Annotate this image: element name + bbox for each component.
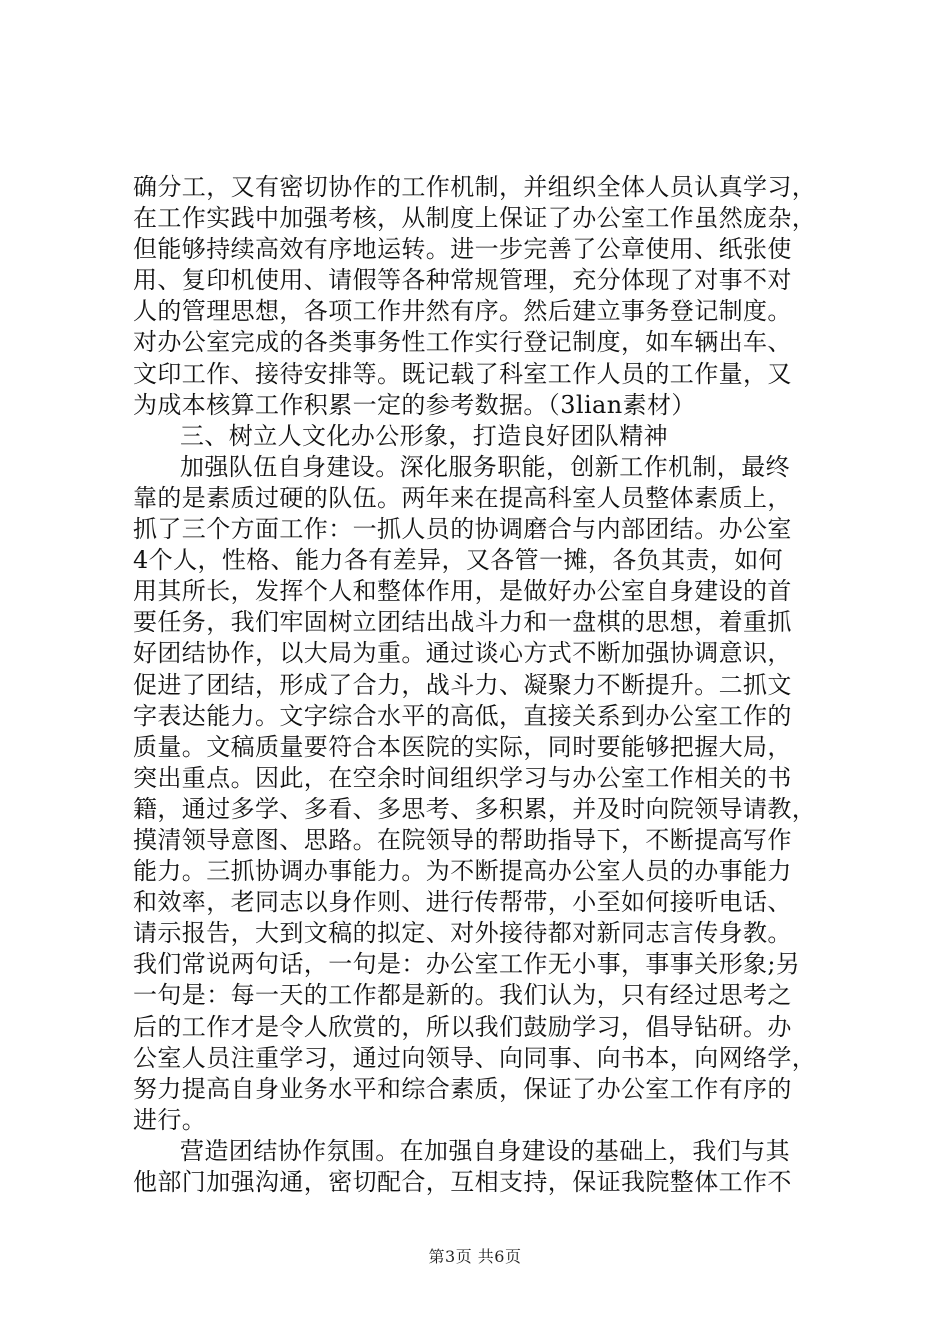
text-line: 我们常说两句话，一句是：办公室工作无小事，事事关形象;另 <box>133 950 801 979</box>
page-footer: 第3页 共6页 <box>428 1247 522 1266</box>
text-line: 文印工作、接待安排等。既记载了科室工作人员的工作量，又 <box>133 359 792 388</box>
text-line: 和效率，老同志以身作则、进行传帮带，小至如何接听电话、 <box>133 888 792 917</box>
body-text <box>133 172 833 1198</box>
text-line: 用其所长，发挥个人和整体作用，是做好办公室自身建设的首 <box>133 577 792 606</box>
text-line: 营造团结协作氛围。在加强自身建设的基础上，我们与其 <box>180 1136 790 1165</box>
text-line: 公室人员注重学习，通过向领导、向同事、向书本，向网络学， <box>133 1043 817 1072</box>
text-line: 4个人，性格、能力各有差异，又各管一摊，各负其责，如何 <box>133 546 784 575</box>
text-line: 后的工作才是令人欣赏的，所以我们鼓励学习，倡导钻研。办 <box>133 1012 792 1041</box>
text-line: 好团结协作，以大局为重。通过谈心方式不断加强协调意识， <box>133 639 792 668</box>
text-line: 三、树立人文化办公形象，打造良好团队精神 <box>180 421 668 450</box>
text-line: 人的管理思想，各项工作井然有序。然后建立事务登记制度。 <box>133 297 792 326</box>
text-line: 能力。三抓协调办事能力。为不断提高办公室人员的办事能力 <box>133 857 792 886</box>
text-line: 请示报告，大到文稿的拟定、对外接待都对新同志言传身教。 <box>133 919 792 948</box>
text-line: 为成本核算工作积累一定的参考数据。（3lian素材） <box>133 390 696 419</box>
text-line: 促进了团结，形成了合力，战斗力、凝聚力不断提升。二抓文 <box>133 670 792 699</box>
text-line: 努力提高自身业务水平和综合素质，保证了办公室工作有序的 <box>133 1074 792 1103</box>
text-line: 他部门加强沟通，密切配合，互相支持，保证我院整体工作不 <box>133 1168 792 1196</box>
text-line: 籍，通过多学、多看、多思考、多积累，并及时向院领导请教， <box>133 794 817 823</box>
text-line: 抓了三个方面工作：一抓人员的协调磨合与内部团结。办公室 <box>133 515 792 544</box>
text-line: 靠的是素质过硬的队伍。两年来在提高科室人员整体素质上， <box>133 483 792 512</box>
text-line: 字表达能力。文字综合水平的高低，直接关系到办公室工作的 <box>133 701 792 730</box>
text-line: 在工作实践中加强考核，从制度上保证了办公室工作虽然庞杂， <box>133 204 817 233</box>
text-line: 摸清领导意图、思路。在院领导的帮助指导下，不断提高写作 <box>133 825 792 854</box>
text-line: 进行。 <box>133 1105 207 1134</box>
text-line: 但能够持续高效有序地运转。进一步完善了公章使用、纸张使 <box>133 235 792 264</box>
text-line: 一句是：每一天的工作都是新的。我们认为，只有经过思考之 <box>133 981 792 1010</box>
text-line: 对办公室完成的各类事务性工作实行登记制度，如车辆出车、 <box>133 328 792 357</box>
text-line: 突出重点。因此，在空余时间组织学习与办公室工作相关的书 <box>133 763 792 792</box>
text-line: 加强队伍自身建设。深化服务职能，创新工作机制，最终 <box>180 452 790 481</box>
text-line: 要任务，我们牢固树立团结出战斗力和一盘棋的思想，着重抓 <box>133 608 792 637</box>
text-line: 确分工，又有密切协作的工作机制，并组织全体人员认真学习， <box>133 173 817 201</box>
text-line: 质量。文稿质量要符合本医院的实际，同时要能够把握大局， <box>133 732 792 761</box>
text-line: 用、复印机使用、请假等各种常规管理，充分体现了对事不对 <box>133 266 792 295</box>
